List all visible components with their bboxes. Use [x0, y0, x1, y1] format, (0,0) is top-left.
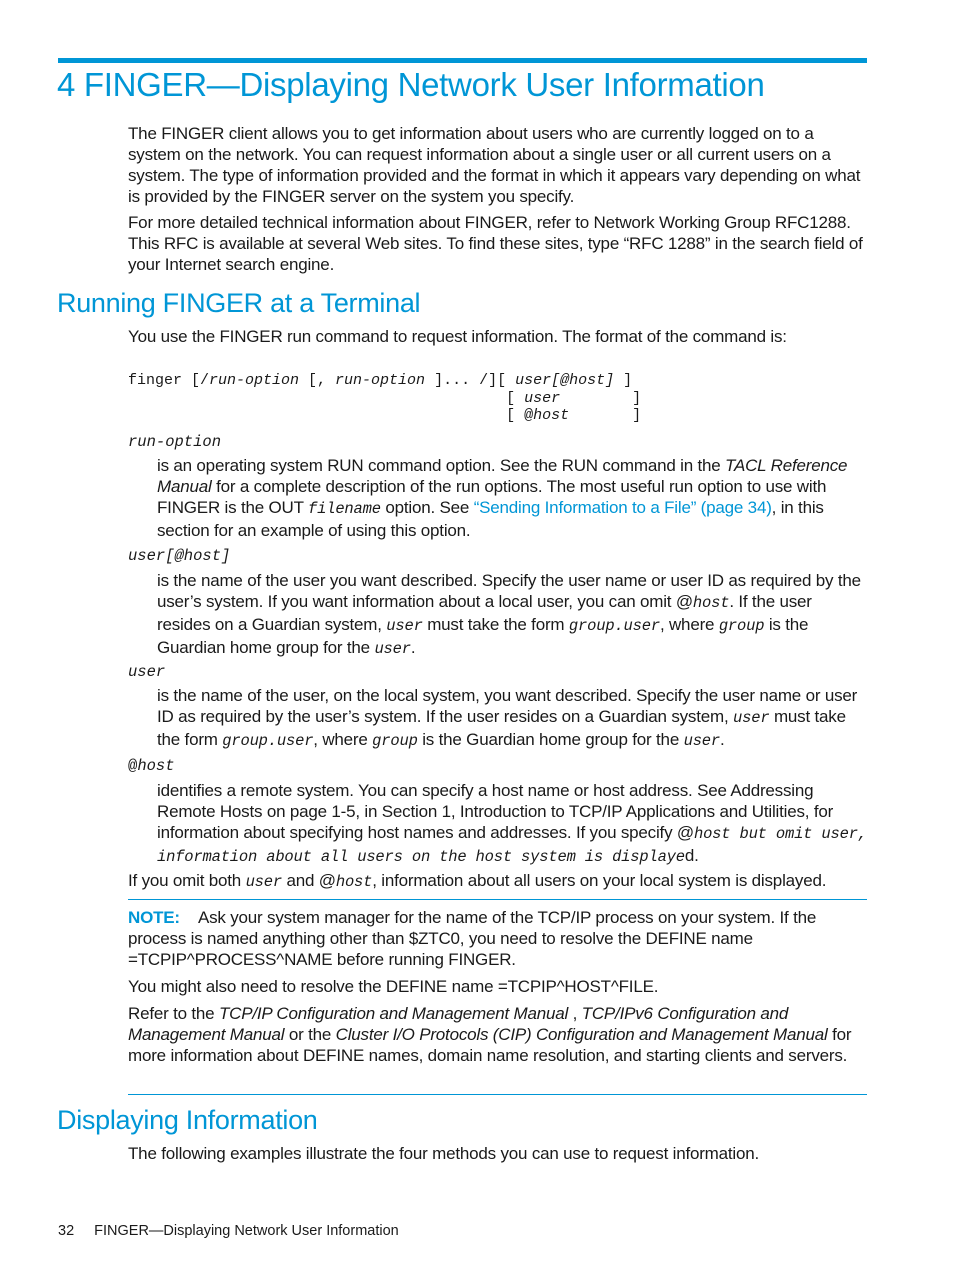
note-bottom-rule	[128, 1094, 867, 1095]
note-label: NOTE:	[128, 908, 180, 927]
page-number: 32	[58, 1223, 75, 1239]
note-top-rule	[128, 899, 867, 900]
page-footer	[58, 1223, 399, 1239]
term-host: @host	[128, 757, 175, 775]
section-title-displaying: Displaying Information	[57, 1105, 318, 1135]
note-paragraph-1: NOTE: Ask your system manager for the name of the TCP/IP process on your system. If the process is named anything other than $ZTC0, you need to resolve the DEFINE name =TCPIP^PROCESS^NAME before running FINGER.	[128, 908, 817, 969]
definition-run-option: is an operating system RUN command option. See the RUN command in the TACL Reference Manual for a complete description of the run options. The most useful run option to use with FINGER is the OUT filename option. See “Sending Information to a File” (page 34), in this section for an example of using this option.	[157, 456, 848, 540]
running-intro: You use the FINGER run command to request information. The format of the command is:	[128, 327, 787, 346]
chapter-title: 4 FINGER—Displaying Network User Information	[57, 66, 765, 103]
displaying-intro: The following examples illustrate the four methods you can use to request information.	[128, 1144, 760, 1163]
term-run-option: run-option	[128, 433, 222, 451]
term-user: user	[128, 663, 166, 681]
omit-both-paragraph: If you omit both user and @host, information about all users on your local system is displayed.	[128, 871, 827, 891]
running-title: FINGER—Displaying Network User Information	[94, 1223, 399, 1239]
note-paragraph-2: You might also need to resolve the DEFINE name =TCPIP^HOST^FILE.	[128, 977, 659, 996]
definition-user-host: is the name of the user you want described. Specify the user name or user ID as required by the user’s system. If you want information about a local user, you can omit @host. If the user resides on a Guardian system, user must take the form group.user, where group is the Guardian home group for the user.	[157, 571, 861, 658]
term-user-host: user[@host]	[128, 547, 231, 565]
intro-paragraph-2: For more detailed technical information about FINGER, refer to Network Working Group RFC1288. This RFC is available at several Web sites. To find these sites, type “RFC 1288” in the search field of your Internet search engine.	[128, 213, 863, 274]
command-syntax: finger [/run-option [, run-option ]... /][ user[@host] ] [ user ] [ @host ]	[128, 372, 642, 424]
definition-host: identifies a remote system. You can specify a host name or host address. See Addressing Remote Hosts on page 1-5, in Section 1, Introduction to TCP/IP Applications and Utilities, for information about specifying host names and addresses. If you specify @host but omit user, information about all users on the host system is displayed.	[157, 781, 867, 866]
link-sending-information[interactable]: “Sending Information to a File” (page 34)	[473, 498, 772, 517]
section-title-running: Running FINGER at a Terminal	[57, 288, 421, 318]
chapter-top-rule	[58, 58, 867, 63]
definition-user: is the name of the user, on the local system, you want described. Specify the user name or user ID as required by the user’s system. If the user resides on a Guardian system, user must take the form group.user, where group is the Guardian home group for the user.	[157, 686, 858, 750]
intro-paragraph-1: The FINGER client allows you to get information about users who are currently logged on to a system on the network. You can request information about a single user or all current users on a system. The type of information provided and the format in which it appears vary depending on what is provided by the FINGER server on the system you specify.	[128, 124, 861, 206]
note-paragraph-3: Refer to the TCP/IP Configuration and Management Manual , TCP/IPv6 Configuration and Management Manual or the Cluster I/O Protocols (CIP) Configuration and Management Manual for more information about DEFINE names, domain name resolution, and starting clients and servers.	[128, 1004, 852, 1065]
